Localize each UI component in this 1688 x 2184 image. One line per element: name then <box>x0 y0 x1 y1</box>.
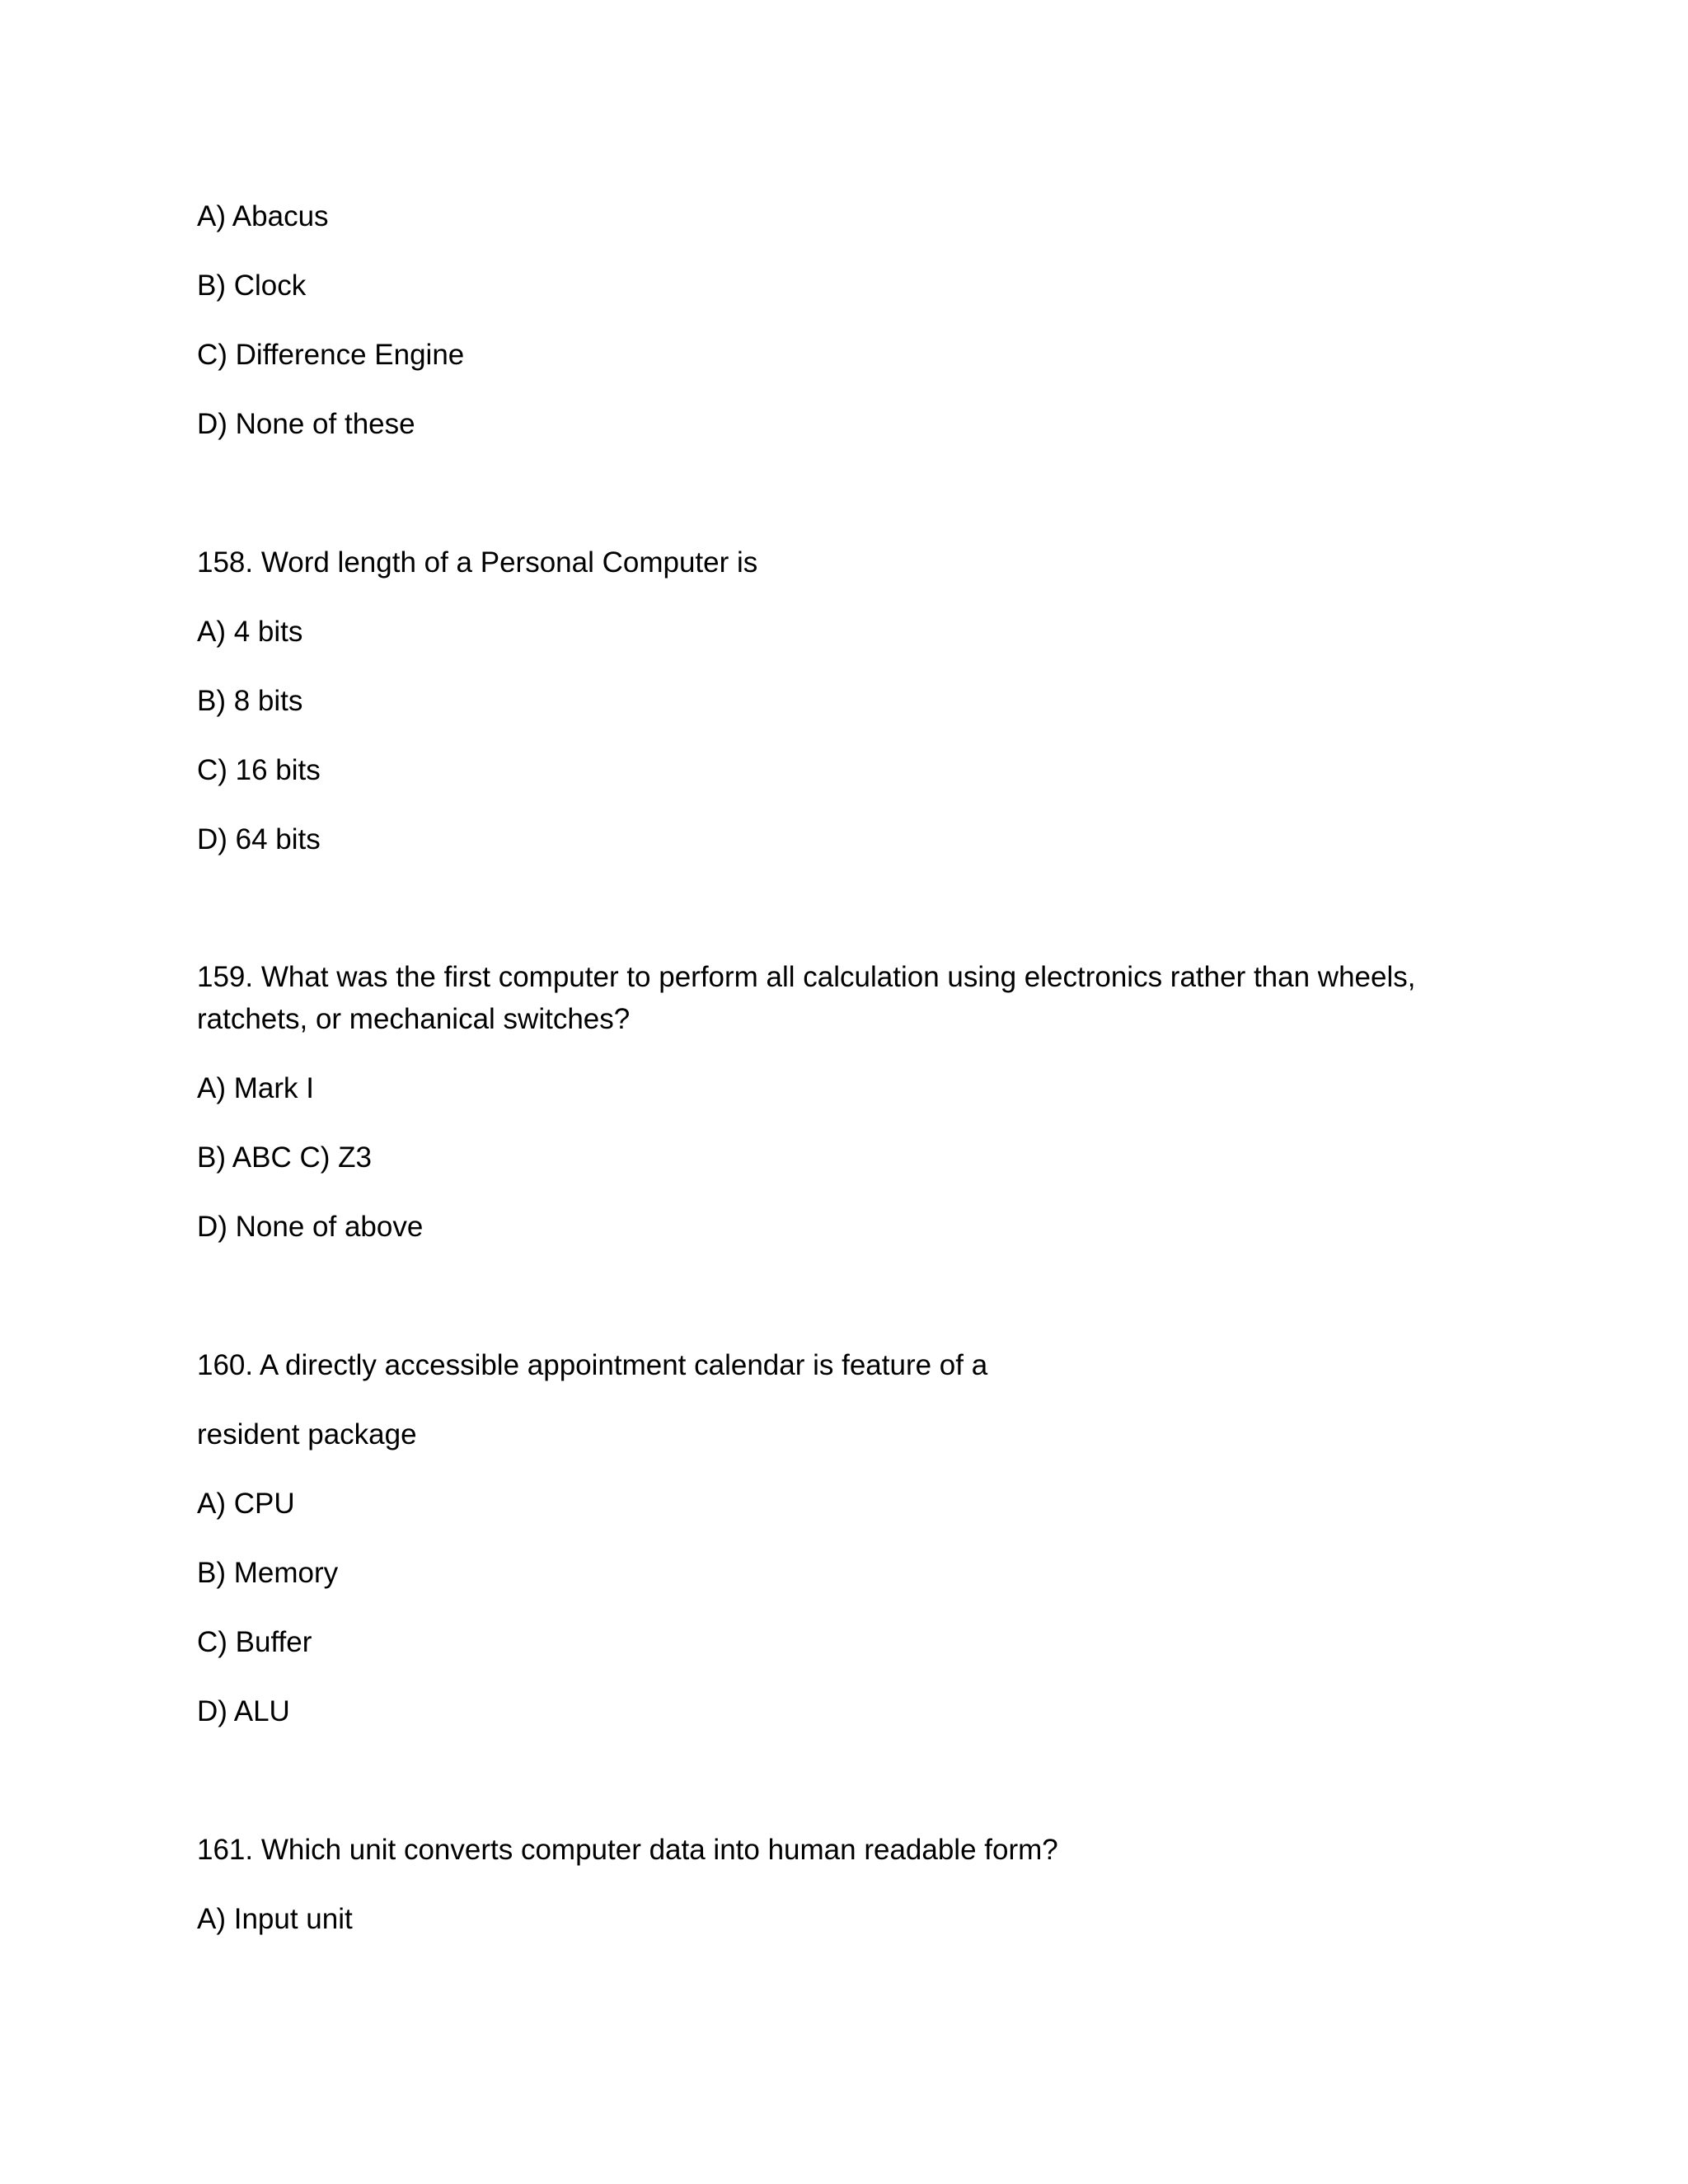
q160-question-line1: 160. A directly accessible appointment calendar is feature of a <box>197 1349 988 1381</box>
q159-question-line2: ratchets, or mechanical switches? <box>197 1003 631 1035</box>
q160-question-line2: resident package <box>197 1418 417 1451</box>
q160-option-b: B) Memory <box>197 1557 339 1589</box>
q157-option-d: D) None of these <box>197 408 415 440</box>
q158-option-c: C) 16 bits <box>197 754 321 786</box>
q159-option-bc: B) ABC C) Z3 <box>197 1141 372 1174</box>
q160-option-d: D) ALU <box>197 1695 290 1727</box>
q158-option-d: D) 64 bits <box>197 823 321 855</box>
q157-option-b: B) Clock <box>197 269 307 302</box>
q161-option-a: A) Input unit <box>197 1903 353 1935</box>
q158-option-a: A) 4 bits <box>197 616 303 648</box>
q158-question: 158. Word length of a Personal Computer is <box>197 546 758 579</box>
q158-option-b: B) 8 bits <box>197 685 303 717</box>
q161-question: 161. Which unit converts computer data into human readable form? <box>197 1834 1058 1866</box>
q157-option-a: A) Abacus <box>197 200 329 232</box>
q159-option-a: A) Mark I <box>197 1072 314 1104</box>
q160-option-c: C) Buffer <box>197 1626 312 1658</box>
q157-option-c: C) Difference Engine <box>197 339 465 371</box>
q160-option-a: A) CPU <box>197 1488 295 1520</box>
q159-question-line1: 159. What was the first computer to perform all calculation using electronics rather than wheels, <box>197 961 1416 993</box>
q159-option-d: D) None of above <box>197 1211 424 1243</box>
